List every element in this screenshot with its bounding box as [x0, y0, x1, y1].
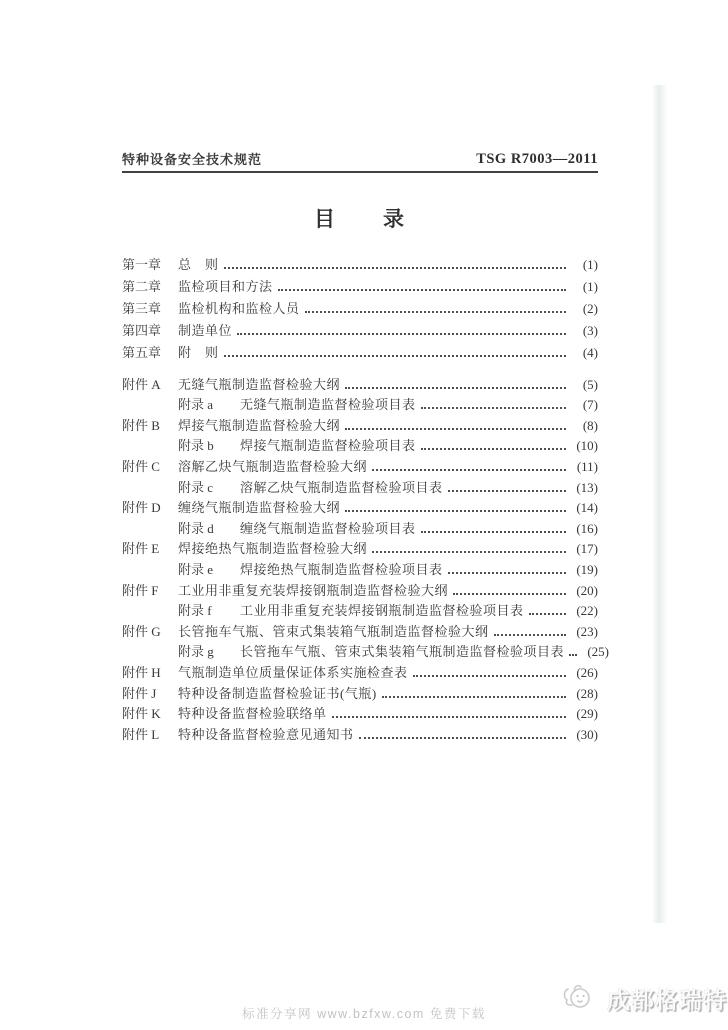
toc-row-label: 附录 b [178, 438, 214, 454]
toc-title: 目 录 [314, 207, 406, 231]
toc-row-page: (7) [582, 397, 598, 413]
toc-row-label: 第五章 [122, 345, 162, 361]
attachment-row-16 [122, 702, 598, 723]
toc-row-page: (30) [576, 726, 598, 742]
toc-row-page: (28) [576, 685, 598, 701]
dot-leader [494, 634, 566, 636]
toc-row-title: 附 则 [178, 345, 219, 361]
toc-row-title: 缠绕气瓶制造监督检验项目表 [240, 520, 416, 536]
toc-row-page: (2) [582, 301, 598, 317]
toc-row-title: 制造单位 [178, 323, 233, 339]
toc-row-label: 附件 B [122, 417, 160, 433]
toc-row-title: 焊接气瓶制造监督检验大纲 [178, 417, 341, 433]
toc-row-title: 溶解乙炔气瓶制造监督检验项目表 [240, 479, 443, 495]
dot-leader [421, 448, 566, 450]
dot-leader [278, 289, 566, 291]
toc-row-title: 焊接绝热气瓶制造监督检验项目表 [240, 562, 443, 577]
toc-row-title: 无缝气瓶制造监督检验大纲 [178, 376, 341, 392]
dot-leader [224, 267, 566, 269]
toc-row-page: (3) [582, 323, 598, 339]
toc-row-title: 监检机构和监检人员 [178, 301, 300, 317]
attachment-row-10 [122, 578, 598, 599]
toc-row-label: 附件 E [122, 541, 160, 557]
toc-row-label: 附录 g [178, 644, 214, 660]
chapter-row-1 [122, 273, 598, 295]
scan-edge-artifact [652, 85, 668, 923]
chapter-row-2 [122, 295, 598, 317]
dot-leader [529, 613, 566, 615]
dot-leader [332, 716, 566, 718]
toc-row-title: 特种设备监督检验联络单 [178, 706, 327, 722]
attachment-row-5 [122, 475, 598, 496]
dot-leader [224, 355, 566, 357]
header-spec-name: 特种设备安全技术规范 [122, 152, 263, 167]
attachment-row-9 [122, 557, 598, 578]
toc-row-page: (10) [576, 438, 598, 454]
dot-leader [345, 510, 566, 512]
dot-leader [413, 675, 566, 677]
toc-row-title: 气瓶制造单位质量保证体系实施检查表 [178, 664, 408, 680]
toc-row-page: (26) [576, 664, 598, 680]
dot-leader [372, 469, 566, 471]
toc-row-title: 特种设备制造监督检验证书(气瓶) [178, 685, 377, 701]
toc-row-page: (13) [576, 479, 598, 495]
dot-leader [382, 696, 566, 698]
toc-row-label: 附录 a [178, 397, 214, 413]
attachment-row-8 [122, 537, 598, 558]
toc-row-label: 附录 c [178, 479, 214, 495]
toc-row-page: (20) [576, 582, 598, 598]
dot-leader [569, 654, 577, 656]
attachment-row-1 [122, 393, 598, 414]
toc-row-page: (11) [576, 459, 598, 475]
attachment-row-15 [122, 681, 598, 702]
toc-row-title: 长管拖车气瓶、管束式集装箱气瓶制造监督检验大纲 [178, 623, 489, 639]
toc-row-title: 焊接绝热气瓶制造监督检验大纲 [178, 541, 368, 557]
toc-row-title: 缠绕气瓶制造监督检验大纲 [178, 500, 341, 516]
toc-row-page: (29) [576, 706, 598, 722]
dot-leader [448, 490, 566, 492]
attachment-row-0 [122, 372, 598, 393]
document-header [122, 149, 598, 173]
toc-row-title: 无缝气瓶制造监督检验项目表 [240, 397, 416, 413]
toc-row-page: (5) [582, 376, 598, 392]
toc-row-label: 附件 C [122, 459, 160, 475]
attachment-row-4 [122, 454, 598, 475]
toc-row-page: (19) [576, 562, 598, 577]
toc-row-label: 附件 K [122, 706, 161, 722]
chapter-row-4 [122, 339, 598, 361]
toc-row-label: 附件 J [122, 685, 157, 701]
toc-row-page: (1) [582, 257, 598, 273]
toc-row-title: 总 则 [178, 257, 219, 273]
attachment-row-6 [122, 496, 598, 517]
footer-site-note: 标准分享网 www.bzfxw.com 免费下载 [242, 1007, 486, 1021]
toc-row-page: (16) [576, 520, 598, 536]
attachment-row-2 [122, 413, 598, 434]
toc-row-page: (22) [576, 603, 598, 619]
attachment-row-11 [122, 599, 598, 620]
toc-row-label: 附录 e [178, 562, 214, 577]
toc-row-page: (17) [576, 541, 598, 557]
attachment-row-17 [122, 722, 598, 743]
dot-leader [448, 572, 566, 574]
dot-leader [421, 531, 566, 533]
watermark-text: 成都格瑞特 [607, 987, 727, 1013]
toc-row-title: 焊接气瓶制造监督检验项目表 [240, 438, 416, 454]
toc-row-page: (4) [582, 345, 598, 361]
attachment-row-13 [122, 640, 610, 661]
toc-row-title: 工业用非重复充装焊接钢瓶制造监督检验大纲 [178, 582, 449, 598]
toc-row-label: 第四章 [122, 323, 162, 339]
toc-row-page: (1) [582, 279, 598, 295]
dot-leader [421, 407, 566, 409]
toc-row-label: 第二章 [122, 279, 162, 295]
header-doc-number: TSG R7003—2011 [476, 151, 598, 167]
attachment-row-7 [122, 516, 598, 537]
toc-row-label: 附件 L [122, 726, 160, 742]
toc-row-label: 附录 d [178, 520, 214, 536]
toc-row-label: 第一章 [122, 257, 162, 273]
chapter-row-3 [122, 317, 598, 339]
dot-leader [453, 593, 566, 595]
attachment-row-12 [122, 619, 598, 640]
toc-row-title: 工业用非重复充装焊接钢瓶制造监督检验项目表 [240, 603, 524, 619]
toc-row-title: 特种设备监督检验意见通知书 [178, 726, 354, 742]
toc-row-label: 附录 f [178, 603, 212, 619]
toc-row-label: 附件 F [122, 582, 159, 598]
toc-row-label: 附件 H [122, 664, 161, 680]
toc-row-title: 监检项目和方法 [178, 279, 273, 295]
toc-row-page: (23) [576, 623, 598, 639]
toc-row-page: (8) [582, 417, 598, 433]
toc-row-label: 附件 G [122, 623, 161, 639]
toc-row-label: 第三章 [122, 301, 162, 317]
toc-row-label: 附件 D [122, 500, 161, 516]
dot-leader [345, 387, 566, 389]
toc-row-page: (14) [576, 500, 598, 516]
dot-leader [237, 333, 566, 335]
dot-leader [359, 737, 566, 739]
dot-leader [305, 311, 566, 313]
toc-row-title: 长管拖车气瓶、管束式集装箱气瓶制造监督检验项目表 [240, 644, 565, 660]
dot-leader [345, 428, 566, 430]
toc-row-page: (25) [587, 644, 610, 660]
dot-leader [372, 551, 566, 553]
attachment-row-14 [122, 660, 598, 681]
toc-row-label: 附件 A [122, 376, 161, 392]
attachment-list [122, 372, 610, 743]
chapter-row-0 [122, 251, 598, 273]
attachment-row-3 [122, 434, 598, 455]
chapter-list [122, 251, 598, 361]
toc-row-title: 溶解乙炔气瓶制造监督检验大纲 [178, 459, 368, 475]
